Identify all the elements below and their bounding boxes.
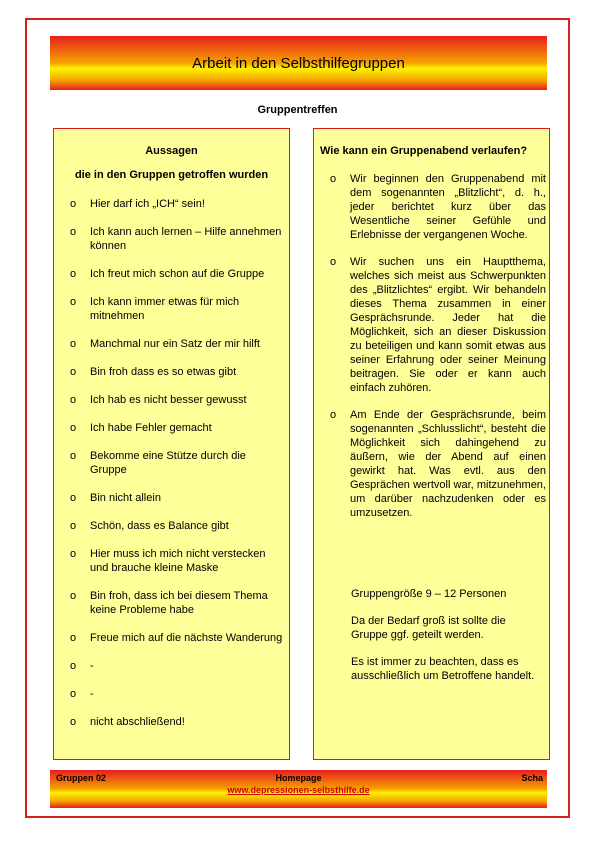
list-item: o Ich hab es nicht besser gewusst: [70, 394, 247, 406]
list-item: o Hier muss ich mich nicht verstecken und brauche kleine Maske: [70, 548, 266, 574]
list-item: o Wir suchen uns ein Hauptthema, welches sich meist aus Schwerpunkten des „Blitzlichtes“ ergibt. Wir behandeln dieses Thema zusammen in einer Gesprächsrunde. Jeder hat die Möglichkeit, sich an dieser Diskussion zu beteiligen und kann somit etwas aus seiner Erfahrung oder seiner Meinung beitragen. Sie oder er kann auch einfach zuhören.: [330, 256, 546, 394]
list-item: o Ich freut mich schon auf die Gruppe: [70, 268, 265, 280]
bullet-icon: o: [330, 173, 337, 185]
footer-label: Homepage: [275, 773, 322, 783]
list-item: o Schön, dass es Balance gibt: [70, 520, 229, 532]
list-item: o Manchmal nur ein Satz der mir hilft: [70, 338, 260, 350]
list-item: o Hier darf ich „ICH“ sein!: [70, 198, 205, 210]
statements-heading: Aussagen: [145, 145, 198, 157]
bullet-icon: o: [70, 226, 77, 238]
bullet-icon: o: [70, 632, 77, 644]
group-size-text: Gruppengröße 9 – 12 Personen: [351, 588, 507, 600]
bullet-icon: o: [70, 198, 77, 210]
footer-banner: [50, 770, 547, 808]
statements-panel: [53, 128, 290, 760]
footer-author: Scha: [521, 773, 543, 783]
bullet-icon: o: [70, 394, 77, 406]
bullet-icon: o: [70, 590, 77, 602]
bullet-icon: o: [70, 716, 77, 728]
bullet-icon: o: [70, 268, 77, 280]
bullet-icon: o: [70, 338, 77, 350]
footer-doc-id: Gruppen 02: [56, 773, 107, 783]
list-item: o Bekomme eine Stütze durch die Gruppe: [70, 450, 246, 476]
list-item: o Am Ende der Gesprächsrunde, beim sogenannten „Schlusslicht“, besteht die Möglichkeit sich dahingehend zu äußern, wie der Abend auf einen gewirkt hat. Was evtl. aus den Gesprächen wertvoll war, mitzunehmen, um darüber nachzudenken oder es umzusetzen.: [330, 409, 546, 519]
title-banner: [50, 36, 547, 90]
list-item: o Bin froh dass es so etwas gibt: [70, 366, 237, 378]
list-item: o nicht abschließend!: [70, 716, 185, 728]
bullet-icon: o: [70, 296, 77, 308]
bullet-icon: o: [70, 688, 77, 700]
list-item: o Freue mich auf die nächste Wanderung: [70, 632, 283, 644]
bullet-icon: o: [70, 422, 77, 434]
bullet-icon: o: [70, 660, 77, 672]
list-item: o Bin nicht allein: [70, 492, 161, 504]
statements-list: [54, 197, 289, 729]
list-item: o Ich habe Fehler gemacht: [70, 422, 212, 434]
list-item: o -: [70, 660, 94, 672]
section-subtitle: Gruppentreffen: [257, 104, 338, 116]
group-facts: [351, 587, 541, 696]
procedure-heading: Wie kann ein Gruppenabend verlaufen?: [320, 145, 528, 157]
bullet-icon: o: [70, 548, 77, 560]
bullet-icon: o: [70, 450, 77, 462]
note-text: Da der Bedarf groß ist sollte die Gruppe ggf. geteilt werden.: [351, 615, 506, 641]
procedure-list: [314, 172, 549, 533]
bullet-icon: o: [70, 492, 77, 504]
list-item: o Ich kann immer etwas für mich mitnehmen: [70, 296, 240, 322]
bullet-icon: o: [70, 520, 77, 532]
procedure-panel: [313, 128, 550, 760]
website-link[interactable]: www.depressionen-selbsthilfe.de: [227, 785, 370, 795]
list-item: o -: [70, 688, 94, 700]
page-title: Arbeit in den Selbsthilfegruppen: [192, 54, 405, 72]
list-item: o Wir beginnen den Gruppenabend mit dem sogenannten „Blitzlicht“, d. h., jeder berichtet kurz über das Wesentliche seiner Gefühle und Erlebnisse der vergangenen Woche.: [330, 173, 546, 241]
bullet-icon: o: [70, 366, 77, 378]
bullet-icon: o: [330, 409, 337, 421]
bullet-icon: o: [330, 256, 337, 268]
list-item: o Bin froh, dass ich bei diesem Thema keine Probleme habe: [70, 590, 268, 616]
note-text: Es ist immer zu beachten, dass es ausschließlich um Betroffene handelt.: [351, 656, 535, 682]
list-item: o Ich kann auch lernen – Hilfe annehmen können: [70, 226, 282, 252]
statements-subheading: die in den Gruppen getroffen wurden: [74, 169, 269, 181]
